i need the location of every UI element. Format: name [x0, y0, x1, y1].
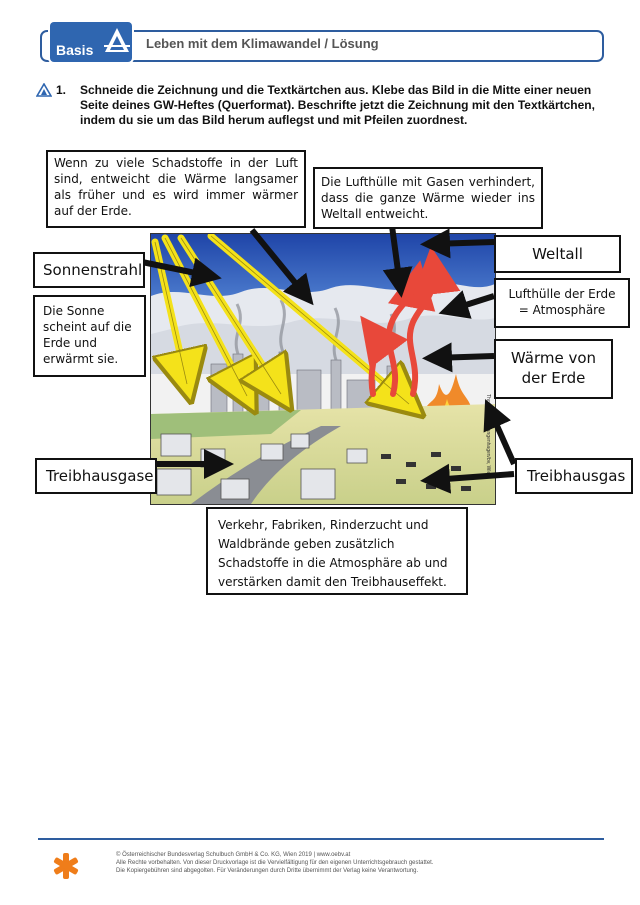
task-number: 1.: [56, 83, 67, 97]
card-sonnenstrahl: Sonnenstrahl: [33, 252, 145, 288]
picture-credit: Thomas Enzl, Langenhagen/bv, Wien: [485, 394, 491, 478]
footer-line-1: © Österreichischer Bundesverlag Schulbuch GmbH & Co. KG, Wien 2019 | www.oebv.at: [116, 852, 351, 858]
task-instruction: Schneide die Zeichnung und die Textkärtchen aus. Klebe das Bild in die Mitte einer neuen Seite deines GW-Heftes (Querformat). Beschrifte jetzt die Zeichnung mit den Textkärtchen, indem du sie um das Bild herum auflegst und mit Pfeilen zuordnest.: [80, 83, 595, 127]
footer-divider: [38, 838, 604, 840]
publisher-star-icon: [52, 852, 80, 880]
footer-line-2: Alle Rechte vorbehalten. Von dieser Druckvorlage ist die Vervielfältigung für den eigenen Unterrichtsgebrauch gestattet.: [116, 860, 434, 866]
card-treibhausgase: Treibhausgase: [35, 458, 157, 494]
card-sonne: Die Sonne scheint auf die Erde und erwärmt sie.: [33, 295, 146, 377]
page-title: Leben mit dem Klimawandel / Lösung: [146, 36, 379, 51]
card-lufthuelle: Die Lufthülle mit Gasen verhindert, dass die ganze Wärme wieder ins Weltall entweicht.: [313, 167, 543, 229]
arrow-waerme: [434, 356, 494, 358]
card-atmosphaere: Lufthülle der Erde = Atmosphäre: [494, 278, 630, 328]
footer-line-3: Die Kopiergebühren sind abgegolten. Für Veränderungen durch Dritte übernimmt der Verlag keine Verantwortung.: [116, 868, 419, 874]
arrow-lufthuelle: [392, 226, 400, 286]
arrow-treibhausgas-2: [490, 410, 514, 464]
footer-copyright: [116, 851, 596, 875]
arrow-schadstoffe: [252, 230, 306, 296]
card-treibhausgas: Treibhausgas: [515, 458, 633, 494]
card-waerme: Wärme von der Erde: [494, 339, 613, 399]
arrow-sonnenstrahl: [142, 262, 210, 276]
arrow-treibhausgas-1: [432, 474, 514, 480]
arrow-weltall: [432, 242, 494, 244]
card-weltall: Weltall: [494, 235, 621, 273]
arrow-atmosphaere: [450, 296, 494, 310]
level-logo-label: Basis: [56, 42, 94, 58]
card-schadstoffe: Wenn zu viele Schadstoffe in der Luft sind, entweicht die Wärme langsamer als früher und es wird immer wärmer auf der Erde.: [46, 150, 306, 228]
card-verkehr: Verkehr, Fabriken, Rinderzucht und Waldbrände geben zusätzlich Schadstoffe in die Atmosphäre ab und verstärken damit den Treibhauseffekt.: [206, 507, 468, 595]
